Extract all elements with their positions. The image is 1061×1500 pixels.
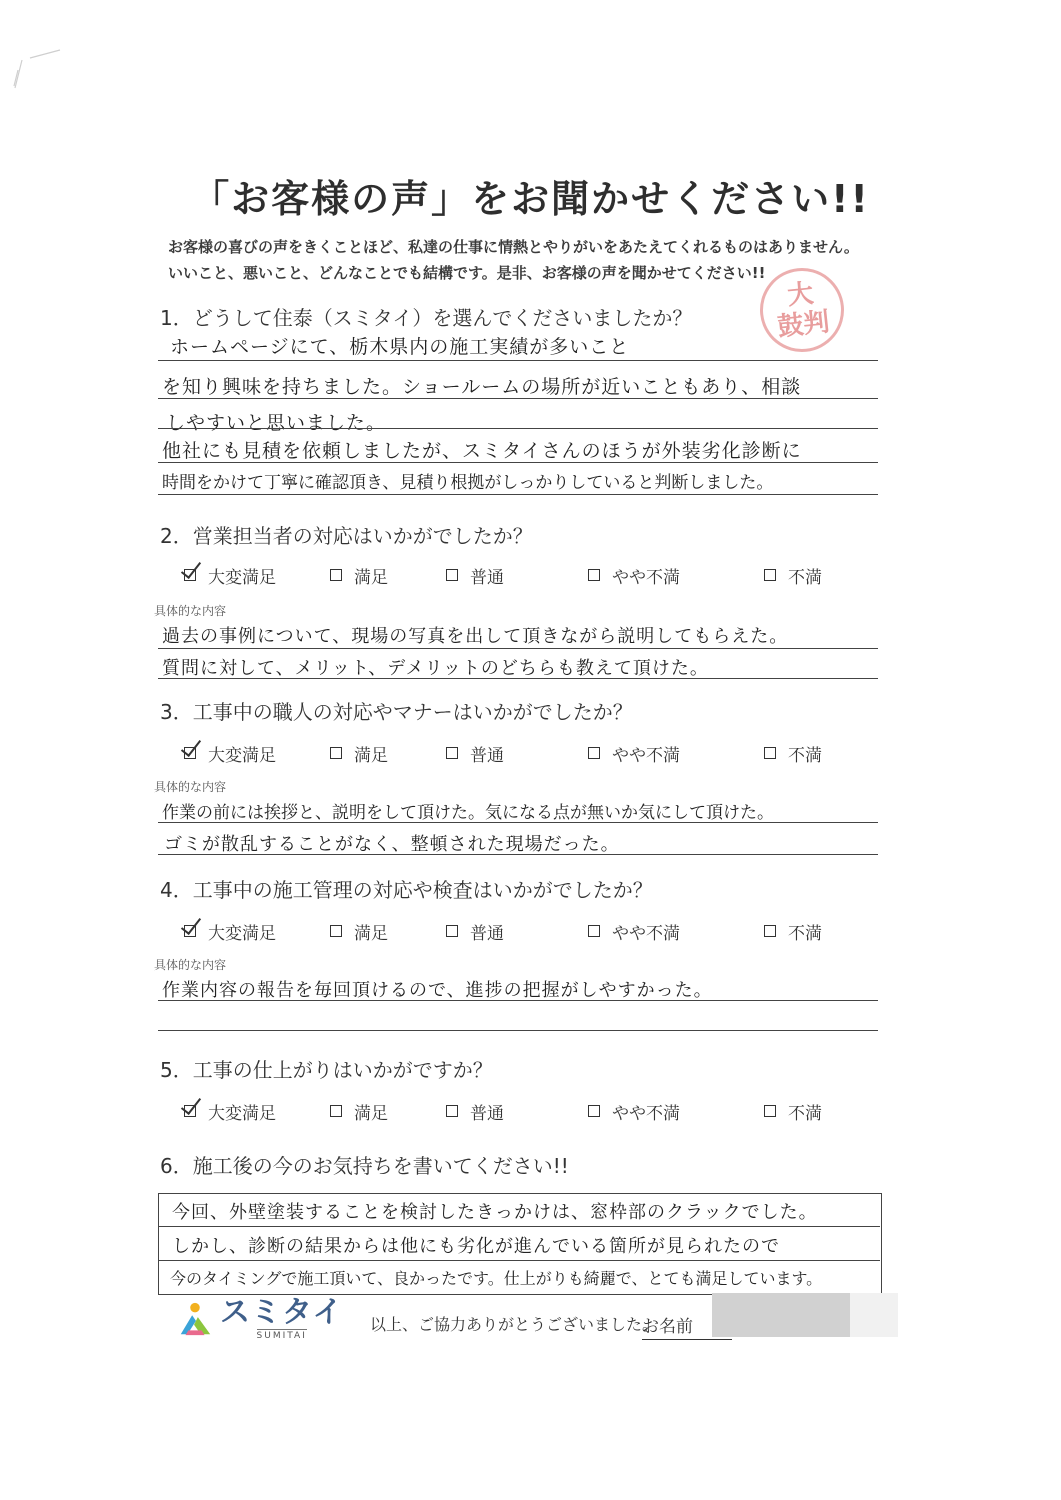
question-5: 5．工事の仕上がりはいかがですか？: [160, 1058, 493, 1082]
checkbox-checked-icon[interactable]: [184, 925, 196, 937]
thanks-text: 以上、ご協力ありがとうございました。: [370, 1315, 659, 1334]
redacted-name-field-edge: [850, 1293, 898, 1337]
checkbox-icon[interactable]: [764, 569, 776, 581]
q5-option-very-satisfied[interactable]: 大変満足: [184, 1099, 276, 1124]
logo-subtext: SUMITAI: [256, 1331, 307, 1341]
q3-option-normal[interactable]: 普通: [446, 741, 504, 766]
q2-option-somewhat-dissatisfied[interactable]: やや不満: [588, 563, 680, 588]
q6-answer-line-2: しかし、診断の結果からは他にも劣化が進んでいる箇所が見られたので: [172, 1236, 780, 1257]
checkbox-icon[interactable]: [330, 1105, 342, 1117]
intro-line-2: いいこと、悪いこと、どんなことでも結構です。是非、お客様の声を聞かせてください!!: [168, 264, 766, 282]
question-6: 6．施工後の今のお気持ちを書いてください!!: [160, 1154, 569, 1178]
q4-detail-line-1: 作業内容の報告を毎回頂けるので、進捗の把握がしやすかった。: [162, 980, 713, 1001]
q3-option-satisfied[interactable]: 満足: [330, 741, 388, 766]
answer-rule: [158, 428, 878, 429]
checkbox-checked-icon[interactable]: [184, 569, 196, 581]
q2-detail-line-2: 質問に対して、メリット、デメリットのどちらも教えて頂けた。: [162, 658, 709, 679]
checkbox-icon[interactable]: [764, 925, 776, 937]
q4-option-very-satisfied[interactable]: 大変満足: [184, 919, 276, 944]
name-label: お名前: [642, 1312, 732, 1340]
checkbox-icon[interactable]: [588, 569, 600, 581]
answer-rule: [159, 1226, 880, 1227]
q4-option-normal[interactable]: 普通: [446, 919, 504, 944]
q6-answer-line-3: 今のタイミングで施工頂いて、良かったです。仕上がりも綺麗で、とても満足しています。: [170, 1269, 823, 1288]
checkbox-icon[interactable]: [446, 747, 458, 759]
checkbox-checked-icon[interactable]: [184, 747, 196, 759]
answer-rule: [158, 678, 878, 679]
checkbox-icon[interactable]: [330, 925, 342, 937]
detail-label: 具体的な内容: [154, 780, 227, 794]
question-3: 3．工事中の職人の対応やマナーはいかがでしたか？: [160, 700, 633, 724]
q5-option-dissatisfied[interactable]: 不満: [764, 1099, 822, 1124]
company-logo: [176, 1297, 343, 1341]
checkbox-icon[interactable]: [764, 1105, 776, 1117]
intro-line-1: お客様の喜びの声をきくことほど、私達の仕事に情熱とやりがいをあたえてくれるものはありません。: [168, 238, 859, 256]
checkbox-icon[interactable]: [330, 569, 342, 581]
answer-rule: [158, 1030, 878, 1031]
q3-option-dissatisfied[interactable]: 不満: [764, 741, 822, 766]
answer-rule: [158, 648, 878, 649]
q2-option-dissatisfied[interactable]: 不満: [764, 563, 822, 588]
checkbox-icon[interactable]: [764, 747, 776, 759]
q4-option-satisfied[interactable]: 満足: [330, 919, 388, 944]
page-title: 「お客様の声」をお聞かせください!!: [191, 177, 870, 221]
answer-rule: [158, 462, 878, 463]
q1-answer-line-4: 他社にも見積を依頼しましたが、スミタイさんのほうが外装劣化診断に: [162, 440, 802, 462]
question-2: 2．営業担当者の対応はいかがでしたか？: [160, 524, 533, 548]
q3-detail-line-2: ゴミが散乱することがなく、整頓された現場だった。: [164, 834, 620, 855]
q1-answer-line-3: しやすいと思いました。: [166, 412, 387, 434]
checkbox-icon[interactable]: [588, 747, 600, 759]
logo-text: スミタイ: [220, 1295, 344, 1330]
q6-answer-line-1: 今回、外壁塗装することを検討したきっかけは、窓枠部のクラックでした。: [172, 1202, 818, 1223]
detail-label: 具体的な内容: [154, 958, 227, 972]
checkbox-checked-icon[interactable]: [184, 1105, 196, 1117]
q5-option-satisfied[interactable]: 満足: [330, 1099, 388, 1124]
checkbox-icon[interactable]: [588, 925, 600, 937]
q3-detail-line-1: 作業の前には挨拶と、説明をして頂けた。気になる点が無いか気にして頂けた。: [162, 803, 774, 823]
q1-answer-line-2: を知り興味を持ちました。ショールームの場所が近いこともあり、相談: [162, 376, 802, 398]
checkbox-icon[interactable]: [588, 1105, 600, 1117]
q1-answer-line-1: ホームページにて、栃木県内の施工実績が多いこと: [170, 336, 630, 358]
answer-rule: [159, 1260, 880, 1261]
answer-rule: [158, 854, 878, 855]
answer-rule: [158, 1000, 878, 1001]
answer-rule: [158, 360, 878, 361]
q2-option-normal[interactable]: 普通: [446, 563, 504, 588]
q2-detail-line-1: 過去の事例について、現場の写真を出して頂きながら説明してもらえた。: [162, 626, 789, 647]
scan-mark-icon: [10, 20, 80, 90]
answer-rule: [158, 494, 878, 495]
q4-option-somewhat-dissatisfied[interactable]: やや不満: [588, 919, 680, 944]
checkbox-icon[interactable]: [330, 747, 342, 759]
question-1: 1．どうして住泰（スミタイ）を選んでくださいましたか？: [160, 306, 693, 330]
checkbox-icon[interactable]: [446, 925, 458, 937]
answer-rule: [158, 398, 878, 399]
q2-option-very-satisfied[interactable]: 大変満足: [184, 563, 276, 588]
q3-option-somewhat-dissatisfied[interactable]: やや不満: [588, 741, 680, 766]
question-4: 4．工事中の施工管理の対応や検査はいかがでしたか？: [160, 878, 653, 902]
q5-option-somewhat-dissatisfied[interactable]: やや不満: [588, 1099, 680, 1124]
checkbox-icon[interactable]: [446, 1105, 458, 1117]
seal-stamp: 大 鼓判: [756, 264, 848, 356]
q5-option-normal[interactable]: 普通: [446, 1099, 504, 1124]
redacted-name-field: [712, 1293, 850, 1337]
checkbox-icon[interactable]: [446, 569, 458, 581]
q3-option-very-satisfied[interactable]: 大変満足: [184, 741, 276, 766]
triangle-logo-icon: [176, 1299, 214, 1339]
q1-answer-line-5: 時間をかけて丁寧に確認頂き、見積り根拠がしっかりしていると判断しました。: [162, 473, 774, 493]
answer-rule: [158, 822, 878, 823]
q4-option-dissatisfied[interactable]: 不満: [764, 919, 822, 944]
detail-label: 具体的な内容: [154, 604, 227, 618]
q2-option-satisfied[interactable]: 満足: [330, 563, 388, 588]
